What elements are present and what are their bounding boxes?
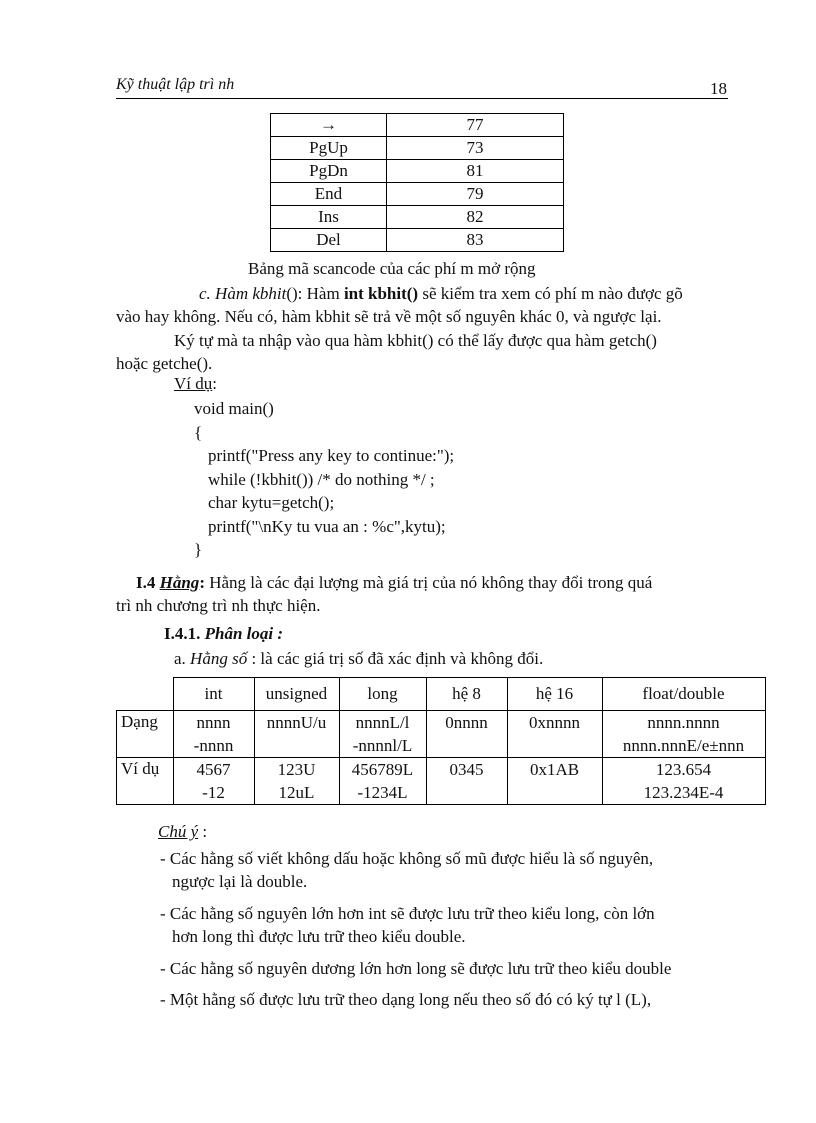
- note-item: - Các hằng số nguyên dương lớn hơn long sẽ được lưu trữ theo kiểu double: [160, 959, 672, 978]
- constants-header-cell: long: [339, 678, 426, 711]
- code-line-7: }: [194, 540, 203, 559]
- constants-header-cell: unsigned: [254, 678, 339, 711]
- scancode-value: 82: [387, 206, 564, 229]
- kbhit-paragraph: c. Hàm kbhit(): Hàm int kbhit() sẽ kiểm tra xem có phí m nào được gõ vào hay không. Nếu có, hàm kbhit sẽ trả về một số nguyên khác 0, và ngược lại.: [116, 284, 683, 326]
- constants-row: [117, 758, 766, 805]
- scancode-value: 79: [387, 183, 564, 206]
- scancode-key: →: [271, 114, 387, 137]
- scancode-row: [271, 114, 564, 137]
- constants-cell: 0nnnn: [426, 711, 507, 758]
- constants-cell: 456789L -1234L: [339, 758, 426, 805]
- scancode-value: 77: [387, 114, 564, 137]
- code-line-3: printf("Press any key to continue:");: [208, 446, 455, 465]
- constants-cell: 123U 12uL: [254, 758, 339, 805]
- constants-cell: nnnnL/l -nnnnl/L: [339, 711, 426, 758]
- constants-cell: nnnn -nnnn: [173, 711, 254, 758]
- code-line-2: {: [194, 423, 203, 442]
- constants-row-label: Ví dụ: [117, 758, 174, 805]
- scancode-value: 73: [387, 137, 564, 160]
- constants-cell: 0xnnnn: [507, 711, 602, 758]
- scancode-value: 81: [387, 160, 564, 183]
- constants-cell: 0345: [426, 758, 507, 805]
- scancode-key: Ins: [271, 206, 387, 229]
- code-line-1: void main(): [194, 399, 274, 418]
- scancode-key: PgDn: [271, 160, 387, 183]
- constants-cell: nnnnU/u: [254, 711, 339, 758]
- scancode-table: [270, 113, 564, 252]
- scancode-key: End: [271, 183, 387, 206]
- subsection-heading: I.4.1. Phân loại :: [164, 624, 284, 643]
- constants-header-cell: [117, 678, 174, 711]
- scancode-value: 83: [387, 229, 564, 252]
- kbhit-function: int kbhit(): [343, 284, 419, 303]
- scancode-row: [271, 229, 564, 252]
- section-number: I.4: [136, 573, 156, 592]
- header-rule: [116, 98, 728, 99]
- scancode-row: [271, 160, 564, 183]
- code-line-6: printf("\nKy tu vua an : %c",kytu);: [208, 517, 446, 536]
- constants-header-cell: hệ 8: [426, 678, 507, 711]
- constants-cell: 0x1AB: [507, 758, 602, 805]
- note-item: - Các hằng số nguyên lớn hơn int sẽ được lưu trữ theo kiểu long, còn lớn hơn long thì được lưu trữ theo kiểu double.: [160, 904, 655, 946]
- section-constants: I.4 Hằng: Hằng là các đại lượng mà giá trị của nó không thay đổi trong quá trì nh chương trì nh thực hiện.: [116, 573, 653, 615]
- section-title: Hằng: [159, 573, 200, 592]
- scancode-key: PgUp: [271, 137, 387, 160]
- constants-table: [116, 677, 766, 805]
- scancode-row: [271, 137, 564, 160]
- scancode-row: [271, 183, 564, 206]
- kbhit-label: c. Hàm kbhit: [199, 284, 287, 303]
- constants-row: [117, 711, 766, 758]
- note-item: - Các hằng số viết không dấu hoặc không số mũ được hiểu là số nguyên, ngược lại là double.: [160, 849, 654, 891]
- constants-header-cell: hệ 16: [507, 678, 602, 711]
- scancode-row: [271, 206, 564, 229]
- note-item: - Một hằng số được lưu trữ theo dạng long nếu theo số đó có ký tự l (L),: [160, 990, 652, 1009]
- constants-row-label: Dạng: [117, 711, 174, 758]
- constants-cell: nnnn.nnnn nnnn.nnnE/e±nnn: [602, 711, 765, 758]
- kbhit-paragraph-2: Ký tự mà ta nhập vào qua hàm kbhit() có thể lấy được qua hàm getch() hoặc getche().: [116, 331, 657, 373]
- constants-header-cell: int: [173, 678, 254, 711]
- scancode-key: Del: [271, 229, 387, 252]
- example-heading: Ví dụ:: [174, 374, 217, 393]
- code-line-4: while (!kbhit()) /* do nothing */ ;: [208, 470, 435, 489]
- constants-cell: 4567 -12: [173, 758, 254, 805]
- page-number: 18: [710, 79, 727, 98]
- constants-cell: 123.654 123.234E-4: [602, 758, 765, 805]
- constants-header-cell: float/double: [602, 678, 765, 711]
- running-header-title: Kỹ thuật lập trì nh: [116, 76, 235, 93]
- notes-heading: Chú ý :: [158, 822, 208, 841]
- constants-intro: a. Hằng số : là các giá trị số đã xác định và không đổi.: [174, 649, 544, 668]
- code-line-5: char kytu=getch();: [208, 493, 335, 512]
- scancode-table-caption: Bảng mã scancode của các phí m mở rộng: [248, 259, 536, 278]
